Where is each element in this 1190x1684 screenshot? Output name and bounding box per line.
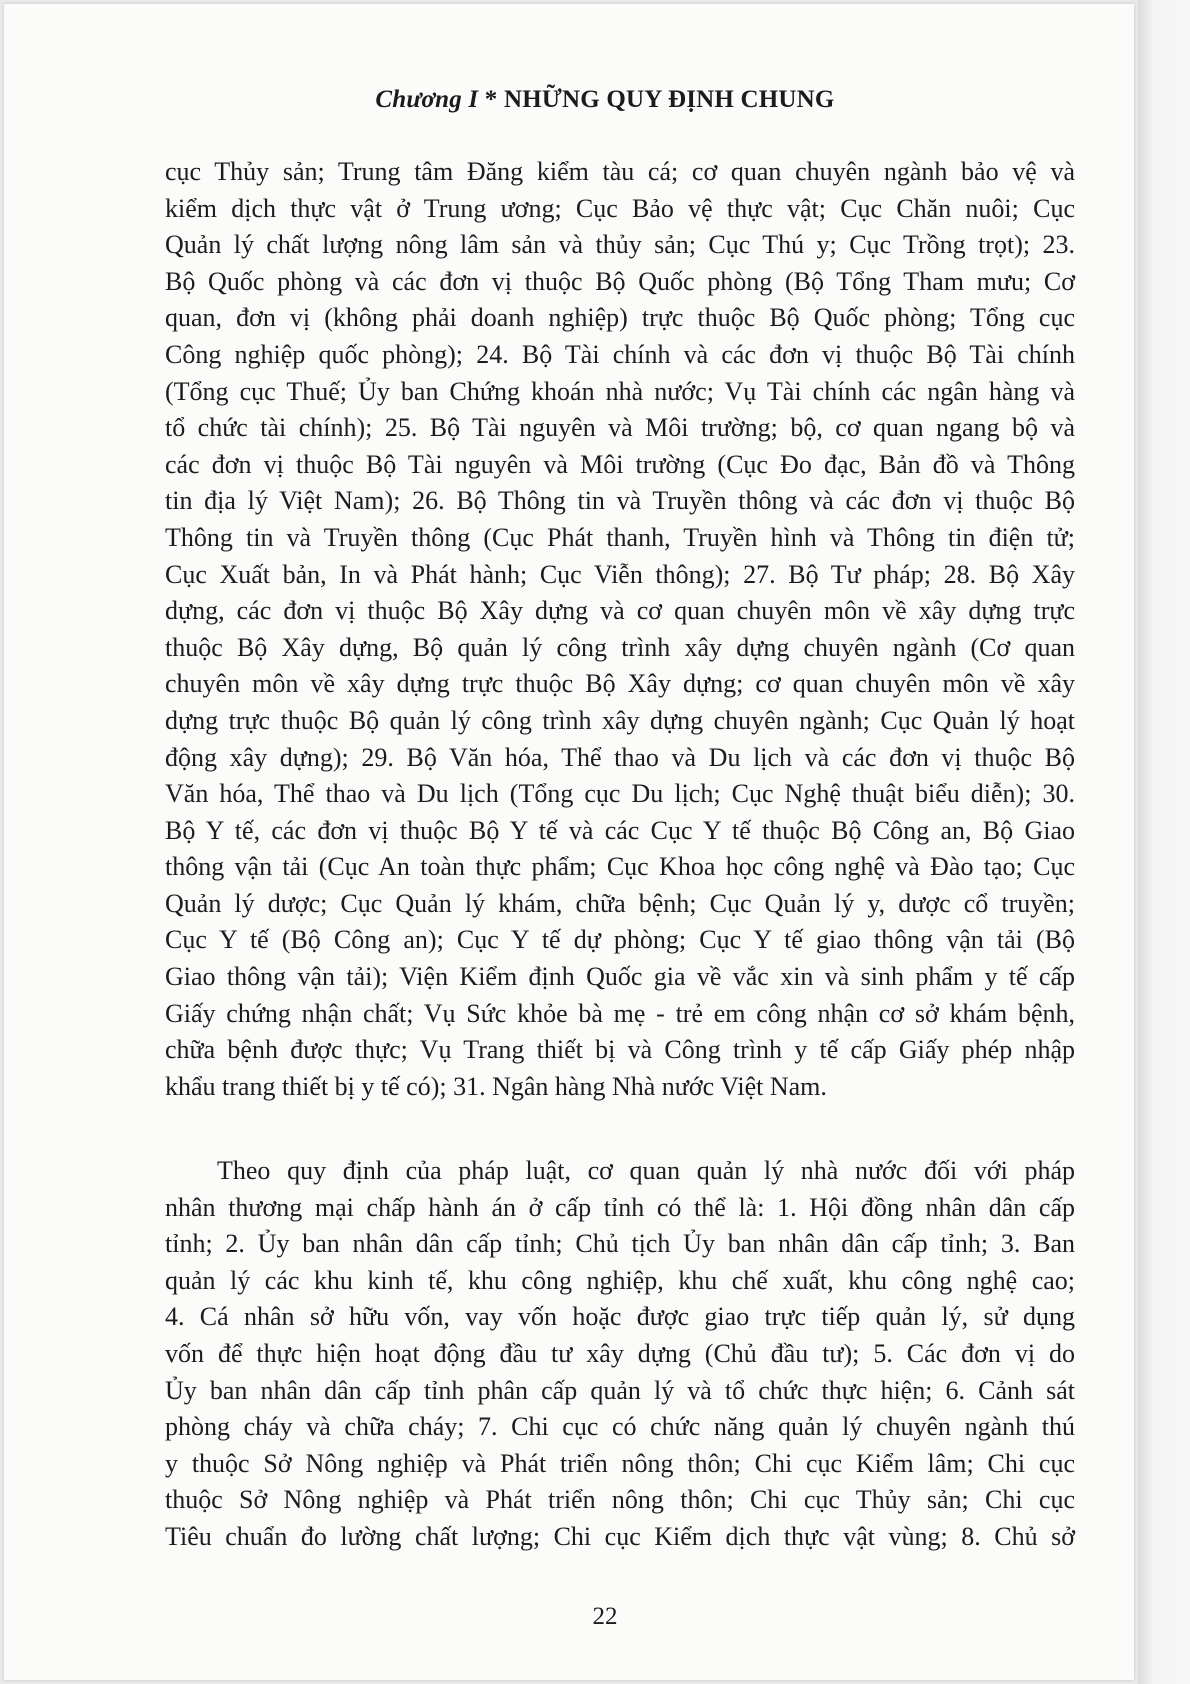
text-line: Công nghiệp quốc phòng); 24. Bộ Tài chính và các đơn vị thuộc Bộ Tài chính [165,339,1075,369]
text-line: dựng, các đơn vị thuộc Bộ Xây dựng và cơ quan chuyên môn về xây dựng trực [165,596,1075,626]
text-line: chữa bệnh được thực; Vụ Trang thiết bị và Công trình y tế cấp Giấy phép nhập [165,1035,1075,1065]
scan-edge [1138,0,1190,1684]
text-line: quan, đơn vị (không phải doanh nghiệp) trực thuộc Bộ Quốc phòng; Tổng cục [165,303,1075,333]
text-line: cục Thủy sản; Trung tâm Đăng kiểm tàu cá; cơ quan chuyên ngành bảo vệ và [165,157,1075,186]
text-line: Cục Xuất bản, In và Phát hành; Cục Viễn thông); 27. Bộ Tư pháp; 28. Bộ Xây [165,559,1075,589]
text-line: Giấy chứng nhận chất; Vụ Sức khỏe bà mẹ - trẻ em công nhận cơ sở khám bệnh, [165,998,1075,1028]
text-line: tin địa lý Việt Nam); 26. Bộ Thông tin và Truyền thông và các đơn vị thuộc Bộ [165,486,1075,516]
text-line: Tiêu chuẩn đo lường chất lượng; Chi cục Kiểm dịch thực vật vùng; 8. Chủ sở [165,1521,1075,1551]
text-line: Quản lý dược; Cục Quản lý khám, chữa bệnh; Cục Quản lý y, dược cổ truyền; [165,888,1075,918]
text-line: Cục Y tế (Bộ Công an); Cục Y tế dự phòng; Cục Y tế giao thông vận tải (Bộ [165,925,1075,955]
text-line: khẩu trang thiết bị y tế có); 31. Ngân hàng Nhà nước Việt Nam. [165,1071,827,1101]
paragraph-1 [165,154,1075,1105]
text-line: động xây dựng); 29. Bộ Văn hóa, Thể thao và Du lịch và các đơn vị thuộc Bộ [165,742,1075,772]
text-line: 4. Cá nhân sở hữu vốn, vay vốn hoặc được giao trực tiếp quản lý, sử dụng [165,1302,1075,1332]
paragraph-2 [165,1153,1075,1556]
text-line: kiểm dịch thực vật ở Trung ương; Cục Bảo vệ thực vật; Cục Chăn nuôi; Cục [165,193,1075,223]
text-line: Giao thông vận tải); Viện Kiểm định Quốc gia về vắc xin và sinh phẩm y tế cấp [165,962,1075,992]
text-line: thuộc Bộ Xây dựng, Bộ quản lý công trình xây dựng chuyên ngành (Cơ quan [165,632,1075,662]
chapter-title: NHỮNG QUY ĐỊNH CHUNG [503,86,835,113]
running-header [0,86,1190,114]
text-line: (Tổng cục Thuế; Ủy ban Chứng khoán nhà nước; Vụ Tài chính các ngân hàng và [165,376,1075,406]
text-line: thuộc Sở Nông nghiệp và Phát triển nông thôn; Chi cục Thủy sản; Chi cục [165,1485,1075,1515]
text-line: Bộ Quốc phòng và các đơn vị thuộc Bộ Quốc phòng (Bộ Tổng Tham mưu; Cơ [165,266,1075,296]
text-line: vốn để thực hiện hoạt động đầu tư xây dựng (Chủ đầu tư); 5. Các đơn vị do [165,1338,1075,1368]
page-number: 22 [592,1603,618,1630]
text-line: tổ chức tài chính); 25. Bộ Tài nguyên và Môi trường; bộ, cơ quan ngang bộ và [165,413,1075,443]
text-line: nhân thương mại chấp hành án ở cấp tỉnh có thể là: 1. Hội đồng nhân dân cấp [165,1192,1075,1222]
text-line: Ủy ban nhân dân cấp tỉnh phân cấp quản lý và tổ chức thực hiện; 6. Cảnh sát [165,1375,1075,1405]
text-line: dựng trực thuộc Bộ quản lý công trình xây dựng chuyên ngành; Cục Quản lý hoạt [165,705,1075,735]
text-line: quản lý các khu kinh tế, khu công nghiệp, khu chế xuất, khu công nghệ cao; [165,1265,1075,1295]
text-line: chuyên môn về xây dựng trực thuộc Bộ Xây dựng; cơ quan chuyên môn về xây [165,669,1075,699]
text-line: Thông tin và Truyền thông (Cục Phát thanh, Truyền hình và Thông tin điện tử; [165,522,1075,552]
text-line: Quản lý chất lượng nông lâm sản và thủy sản; Cục Thú y; Cục Trồng trọt); 23. [165,230,1075,260]
text-line: tỉnh; 2. Ủy ban nhân dân cấp tỉnh; Chủ tịch Ủy ban nhân dân cấp tỉnh; 3. Ban [165,1229,1075,1259]
text-line: các đơn vị thuộc Bộ Tài nguyên và Môi trường (Cục Đo đạc, Bản đồ và Thông [165,449,1075,479]
chapter-label: Chương I [375,86,479,113]
text-line: Văn hóa, Thể thao và Du lịch (Tổng cục Du lịch; Cục Nghệ thuật biểu diễn); 30. [165,779,1075,809]
header-separator: * [478,86,504,113]
text-line: Bộ Y tế, các đơn vị thuộc Bộ Y tế và các Cục Y tế thuộc Bộ Công an, Bộ Giao [165,815,1075,845]
text-line: Theo quy định của pháp luật, cơ quan quản lý nhà nước đối với pháp [217,1156,1075,1185]
text-line: phòng cháy và chữa cháy; 7. Chi cục có chức năng quản lý chuyên ngành thú [165,1412,1075,1442]
text-line: y thuộc Sở Nông nghiệp và Phát triển nông thôn; Chi cục Kiểm lâm; Chi cục [165,1448,1075,1478]
text-line: thông vận tải (Cục An toàn thực phẩm; Cục Khoa học công nghệ và Đào tạo; Cục [165,852,1075,882]
